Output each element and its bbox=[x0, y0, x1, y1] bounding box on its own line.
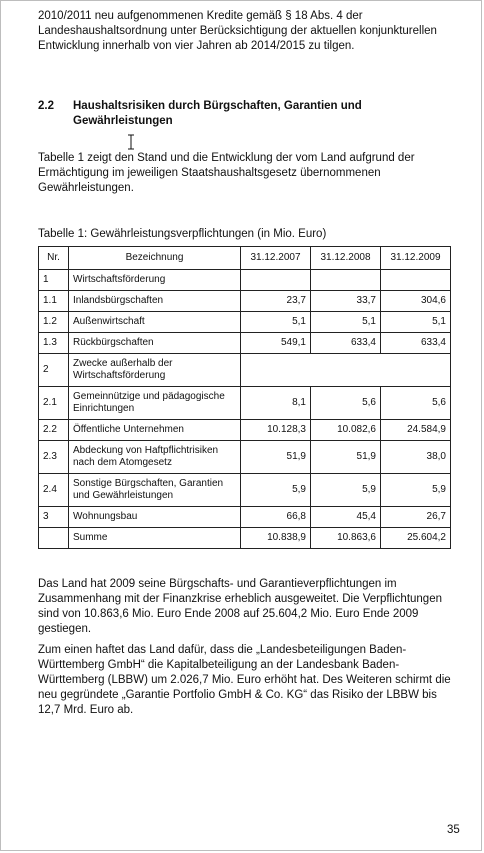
cell-label: Inlandsbürgschaften bbox=[69, 291, 241, 312]
cell-nr: 1.3 bbox=[39, 333, 69, 354]
cell-label: Summe bbox=[69, 528, 241, 549]
cell-2007: 23,7 bbox=[241, 291, 311, 312]
header-2008: 31.12.2008 bbox=[311, 247, 381, 270]
cell-2009: 304,6 bbox=[381, 291, 451, 312]
cell-nr: 3 bbox=[39, 507, 69, 528]
cell-nr: 2 bbox=[39, 354, 69, 387]
header-nr: Nr. bbox=[39, 247, 69, 270]
cell-2007: 10.838,9 bbox=[241, 528, 311, 549]
cell-empty-span bbox=[241, 354, 451, 387]
table-row bbox=[39, 354, 451, 387]
cell-label: Wohnungsbau bbox=[69, 507, 241, 528]
table-caption: Tabelle 1: Gewährleistungsverpflichtungen (in Mio. Euro) bbox=[38, 228, 327, 240]
section-number: 2.2 bbox=[38, 100, 54, 112]
paragraph-financial-crisis: Das Land hat 2009 seine Bürgschafts- und Garantieverpflichtungen im Zusammenhang mit der Finanzkrise erheblich ausgeweitet. Die Verpflichtungen sind von 10.863,6 Mio. Euro Ende 2008 auf 25.604,2 Mio. Euro Ende 2009 gestiegen. bbox=[38, 578, 442, 635]
cell-nr: 2.2 bbox=[39, 420, 69, 441]
cell-label: Außenwirtschaft bbox=[69, 312, 241, 333]
cell-2009: 5,9 bbox=[381, 474, 451, 507]
cell-label: Zwecke außerhalb der Wirtschaftsförderung bbox=[69, 354, 241, 387]
header-bezeichnung: Bezeichnung bbox=[69, 247, 241, 270]
cell-label: Öffentliche Unternehmen bbox=[69, 420, 241, 441]
cell-nr: 1.2 bbox=[39, 312, 69, 333]
cell-2007: 8,1 bbox=[241, 387, 311, 420]
table-sum-row bbox=[39, 528, 451, 549]
cell-2007: 5,1 bbox=[241, 312, 311, 333]
table-intro-paragraph: Tabelle 1 zeigt den Stand und die Entwicklung der vom Land aufgrund der Ermächtigung im jeweiligen Staatshaushaltsgesetz übernommenen Gewährleistungen. bbox=[38, 152, 415, 194]
paragraph-lbbw: Zum einen haftet das Land dafür, dass die „Landesbeteiligungen Baden-Württemberg GmbH“ die Kapitalbeteiligung an der Landesbank Baden-Württemberg (LBBW) um 2.026,7 Mio. Euro erhöht hat. Des Weiteren schirmt die neu gegründete „Garantie Portfolio GmbH & Co. KG“ das Risiko der LBBW bis 12,7 Mrd. Euro ab. bbox=[38, 644, 451, 716]
table-row bbox=[39, 270, 451, 291]
cell-2008: 33,7 bbox=[311, 291, 381, 312]
cell-2007: 549,1 bbox=[241, 333, 311, 354]
page-number: 35 bbox=[447, 824, 460, 836]
cell-nr: 2.3 bbox=[39, 441, 69, 474]
table-row bbox=[39, 474, 451, 507]
table-row bbox=[39, 507, 451, 528]
cell-2009: 26,7 bbox=[381, 507, 451, 528]
table-row bbox=[39, 420, 451, 441]
header-2007: 31.12.2007 bbox=[241, 247, 311, 270]
cell-label: Rückbürgschaften bbox=[69, 333, 241, 354]
cell-nr: 2.4 bbox=[39, 474, 69, 507]
cell-nr: 1 bbox=[39, 270, 69, 291]
header-2009: 31.12.2009 bbox=[381, 247, 451, 270]
cell-2009: 24.584,9 bbox=[381, 420, 451, 441]
cell-label: Abdeckung von Haftpflichtrisiken nach dem Atomgesetz bbox=[69, 441, 241, 474]
cell-label: Wirtschaftsförderung bbox=[69, 270, 241, 291]
cell-2007: 5,9 bbox=[241, 474, 311, 507]
cell-2008: 633,4 bbox=[311, 333, 381, 354]
cell-2008: 45,4 bbox=[311, 507, 381, 528]
cell-nr: 1.1 bbox=[39, 291, 69, 312]
cell-2009: 38,0 bbox=[381, 441, 451, 474]
cell-2008: 10.082,6 bbox=[311, 420, 381, 441]
table-row bbox=[39, 312, 451, 333]
cell-2009 bbox=[381, 270, 451, 291]
cell-2008: 5,9 bbox=[311, 474, 381, 507]
cell-2009: 633,4 bbox=[381, 333, 451, 354]
table-row bbox=[39, 441, 451, 474]
table-row bbox=[39, 291, 451, 312]
cell-label: Gemeinnützige und pädagogische Einrichtungen bbox=[69, 387, 241, 420]
cell-2008: 10.863,6 bbox=[311, 528, 381, 549]
table-row bbox=[39, 387, 451, 420]
cell-nr bbox=[39, 528, 69, 549]
cell-2009: 5,6 bbox=[381, 387, 451, 420]
cell-2008: 5,6 bbox=[311, 387, 381, 420]
cell-2007: 51,9 bbox=[241, 441, 311, 474]
table-row bbox=[39, 333, 451, 354]
cell-2007 bbox=[241, 270, 311, 291]
cell-2007: 10.128,3 bbox=[241, 420, 311, 441]
table-header-row bbox=[39, 247, 451, 270]
section-title: Haushaltsrisiken durch Bürgschaften, Garantien und Gewährleistungen bbox=[73, 100, 362, 127]
intro-paragraph: 2010/2011 neu aufgenommenen Kredite gemäß § 18 Abs. 4 der Landeshaushaltsordnung unter Berücksichtigung der aktuellen konjunkturellen Entwicklung innerhalb von vier Jahren ab 2014/2015 zu tilgen. bbox=[38, 10, 437, 52]
text-cursor-icon bbox=[126, 134, 136, 150]
cell-2009: 25.604,2 bbox=[381, 528, 451, 549]
guarantee-table bbox=[38, 246, 451, 549]
cell-2008: 5,1 bbox=[311, 312, 381, 333]
cell-2009: 5,1 bbox=[381, 312, 451, 333]
cell-2008: 51,9 bbox=[311, 441, 381, 474]
cell-label: Sonstige Bürgschaften, Garantien und Gewährleistungen bbox=[69, 474, 241, 507]
cell-2007: 66,8 bbox=[241, 507, 311, 528]
cell-nr: 2.1 bbox=[39, 387, 69, 420]
cell-2008 bbox=[311, 270, 381, 291]
